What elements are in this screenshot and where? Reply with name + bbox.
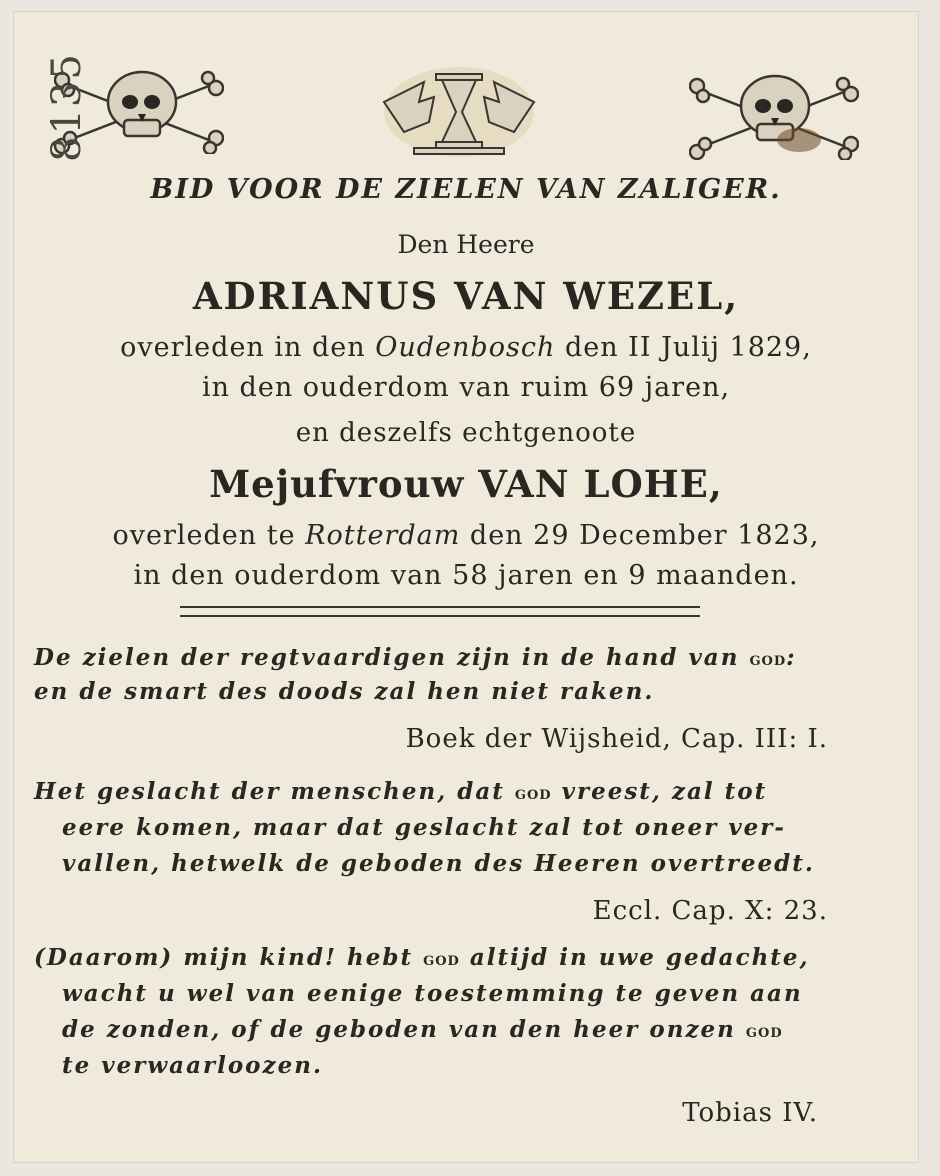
died-prefix: overleden te	[112, 520, 296, 551]
verse1-line2: en de smart des doods zal hen niet raken.	[34, 678, 655, 705]
deceased1-name: ADRIANUS VAN WEZEL,	[192, 274, 740, 318]
verse2-line1: Het geslacht der menschen, dat god vreest, zal tot	[34, 778, 768, 805]
verse2-line2: eere komen, maar dat geslacht zal tot oneer ver-	[62, 814, 786, 841]
verse3-line1: (Daarom) mijn kind! hebt god altijd in uwe gedachte,	[34, 944, 810, 971]
deceased2-name: Mejufvrouw VAN LOHE,	[209, 462, 723, 506]
death-date: den II Julij 1829,	[564, 332, 812, 363]
death-place: Rotterdam	[305, 520, 461, 551]
inventory-number: 8135	[44, 52, 90, 162]
verse1-reference: Boek der Wijsheid, Cap. III: I.	[405, 724, 828, 754]
winged-hourglass-icon	[374, 62, 544, 162]
death-place: Oudenbosch	[375, 332, 556, 363]
verse1-line1: De zielen der regtvaardigen zijn in de hand van god:	[34, 644, 797, 671]
verse3-line3: de zonden, of de geboden van den heer onzen god	[62, 1016, 783, 1043]
spouse-line: en deszelfs echtgenoote	[295, 418, 637, 448]
title-line: Den Heere	[397, 230, 535, 259]
deceased2-death-line	[14, 520, 918, 551]
death-date: den 29 December 1823,	[469, 520, 820, 551]
deceased1-age: in den ouderdom van ruim 69 jaren,	[201, 372, 731, 403]
skull-crossbones-right-icon	[689, 70, 859, 160]
deceased2-age: in den ouderdom van 58 jaren en 9 maanden.	[133, 560, 799, 591]
heading: BID VOOR DE ZIELEN VAN ZALIGER.	[150, 174, 782, 205]
verse3-reference: Tobias IV.	[682, 1098, 818, 1128]
memorial-card	[14, 12, 918, 1162]
died-prefix: overleden in den	[120, 332, 366, 363]
deceased1-death-line	[14, 332, 918, 363]
divider-rule	[180, 606, 700, 608]
verse3-line2: wacht u wel van eenige toestemming te geven aan	[62, 980, 803, 1007]
verse3-line4: te verwaarloozen.	[62, 1052, 323, 1079]
verse2-reference: Eccl. Cap. X: 23.	[592, 896, 828, 926]
verse2-line3: vallen, hetwelk de geboden des Heeren overtreedt.	[62, 850, 815, 877]
divider-rule	[180, 615, 700, 617]
